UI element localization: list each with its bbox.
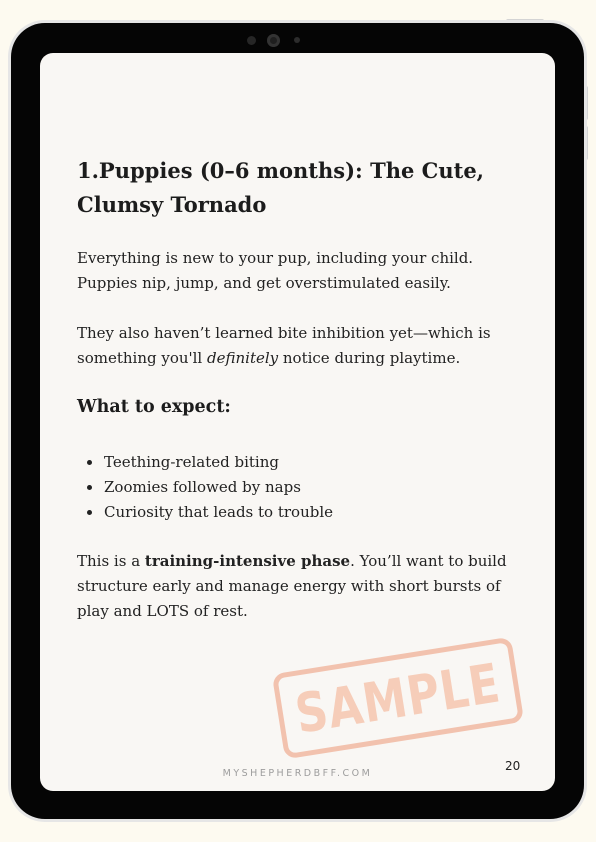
device-volume-down-button: [584, 126, 588, 160]
list-item: [77, 450, 333, 475]
bullet-icon: [87, 460, 92, 465]
device-volume-up-button: [584, 86, 588, 120]
paragraph-text: They also haven’t learned bite inhibition yet—which is something you'll: [77, 324, 491, 367]
paragraph-text: . You’ll want to build structure early and manage energy with short bursts of play and LOTS of rest.: [77, 552, 507, 620]
paragraph-text: notice during playtime.: [278, 349, 461, 367]
sensor-dot-left: [247, 36, 256, 45]
what-to-expect-heading: What to expect:: [77, 397, 231, 417]
intro-paragraph: Everything is new to your pup, including your child. Puppies nip, jump, and get overstimulated easily.: [77, 249, 474, 292]
tablet-frame: [11, 23, 584, 819]
list-item: [77, 475, 333, 500]
bullet-icon: [87, 485, 92, 490]
expectation-list: [77, 450, 333, 525]
list-item-text: Curiosity that leads to trouble: [104, 503, 334, 521]
bullet-icon: [87, 510, 92, 515]
page-number: 20: [505, 759, 521, 773]
paragraph-text: This is a: [77, 552, 145, 570]
training-phase-paragraph: [77, 549, 517, 624]
list-item-text: Zoomies followed by naps: [104, 478, 301, 496]
emphasis-text: definitely: [207, 349, 279, 367]
list-item-text: Teething-related biting: [104, 453, 279, 471]
sensor-dot-right: [294, 37, 300, 43]
ebook-page: [40, 53, 555, 791]
bold-text: training-intensive phase: [144, 552, 351, 570]
list-item: [77, 500, 333, 525]
sample-stamp-text: SAMPLE: [291, 650, 505, 746]
footer-website: MYSHEPHERDBFF.COM: [222, 768, 373, 779]
front-camera-icon: [267, 34, 280, 47]
sample-stamp: [272, 637, 524, 760]
bite-inhibition-paragraph: [77, 321, 517, 371]
chapter-title: 1.Puppies (0–6 months): The Cute, Clumsy Tornado: [77, 158, 484, 217]
